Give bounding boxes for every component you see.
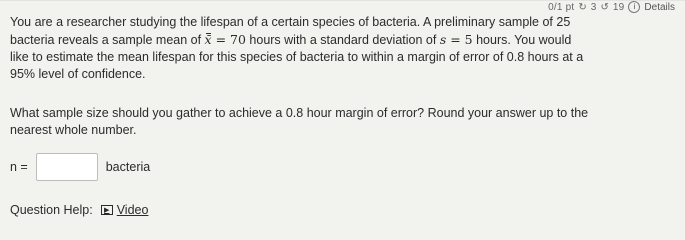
details-link[interactable]: Details [644,1,675,13]
attempts-label: 19 [612,1,625,13]
question-prompt-line-1: What sample size should you gather to achieve a 0.8 hour margin of error? Round your answer up to the [10,106,589,120]
question-help-label: Question Help: [10,203,93,217]
sample-mean-symbol: x̄ [204,32,212,47]
sample-mean-expression [205,32,246,47]
question-text [10,14,670,83]
retry-icon: ↻ [578,1,587,13]
question-line-2 [10,31,670,49]
question-line-4: 95% level of confidence. [10,67,146,81]
question-line-1: You are a researcher studying the lifespan of a certain species of bacteria. A preliminary sample of 25 [10,15,571,29]
answer-label: n = [10,160,28,174]
video-icon: ▶ [101,205,113,215]
answer-input[interactable] [36,153,98,181]
standard-deviation-expression [440,32,473,47]
answer-row [10,153,150,181]
tries-label: 3 [590,1,597,13]
points-label: 0/1 pt [548,1,575,13]
question-prompt [10,105,650,139]
standard-deviation-symbol: s [439,32,447,47]
answer-unit: bacteria [105,160,151,174]
standard-deviation-value: = 5 [446,32,473,47]
question-line-2-middle: hours with a standard deviation of [245,33,440,47]
question-status-bar [548,0,685,14]
question-line-2-prefix: bacteria reveals a sample mean of [10,33,205,47]
question-help-row [10,203,148,217]
sample-mean-value: = 70 [211,32,246,47]
video-link-label: Video [116,203,149,217]
info-icon[interactable]: i [628,1,640,13]
attempts-icon: ↺ [600,1,609,13]
question-prompt-line-2: nearest whole number. [10,123,137,137]
video-help-link[interactable] [101,203,149,217]
question-line-3: like to estimate the mean lifespan for this species of bacteria to within a margin of error of 0.8 hours at a [10,50,584,64]
question-line-2-suffix: hours. You would [472,33,572,47]
